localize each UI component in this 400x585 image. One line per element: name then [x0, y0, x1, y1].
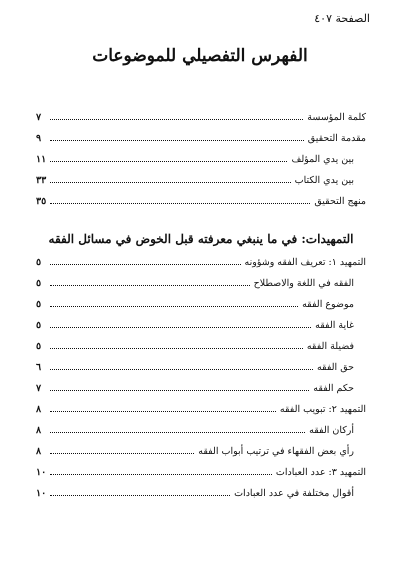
toc-entry[interactable] [36, 446, 354, 458]
toc-entry[interactable] [36, 175, 354, 187]
toc-entry-label: غاية الفقه [315, 320, 354, 331]
toc-leader-dots [50, 348, 303, 349]
toc-entry-page: ٥ [36, 341, 42, 352]
toc-entry-page: ٥ [36, 299, 42, 310]
toc-leader-dots [50, 453, 194, 454]
toc-entry-label: أقوال مختلفة في عدد العبادات [234, 488, 354, 499]
toc-entry-label: بين يدي الكتاب [294, 175, 354, 186]
toc-entry[interactable] [36, 257, 366, 269]
toc-entry-label: حكم الفقه [313, 383, 354, 394]
toc-leader-dots [50, 474, 272, 475]
toc-leader-dots [50, 411, 276, 412]
page-header [30, 12, 370, 25]
toc-entry-label: رأي بعض الفقهاء في ترتيب أبواب الفقه [198, 446, 354, 457]
toc-leader-dots [50, 390, 309, 391]
toc-entry-page: ٧ [36, 383, 42, 394]
toc-entry-page: ٥ [36, 278, 42, 289]
toc-leader-dots [50, 203, 310, 204]
page-number-label: الصفحة ٤٠٧ [314, 12, 370, 25]
toc-entry-label: كلمة المؤسسة [307, 112, 366, 123]
toc-leader-dots [50, 140, 304, 141]
toc-leader-dots [50, 327, 311, 328]
toc-leader-dots [50, 264, 241, 265]
toc-entry[interactable] [36, 362, 354, 374]
toc-entry-label: الفقه في اللغة والاصطلاح [253, 278, 354, 289]
toc-leader-dots [50, 369, 313, 370]
toc-entry[interactable] [36, 404, 366, 416]
toc-entry-page: ٨ [36, 425, 42, 436]
toc-entry-page: ٥ [36, 257, 42, 268]
toc-entry-label: التمهيد ٢: تبويب الفقه [279, 404, 366, 415]
toc-entry[interactable] [36, 154, 354, 166]
toc-entry-page: ٣٣ [36, 175, 47, 186]
toc-entry-label: أركان الفقه [309, 425, 354, 436]
toc-entry-page: ١١ [36, 154, 47, 165]
toc-entry[interactable] [36, 133, 366, 145]
toc-entry-label: منهج التحقيق [314, 196, 366, 207]
toc-entry[interactable] [36, 320, 354, 332]
toc-leader-dots [50, 119, 303, 120]
toc-entry[interactable] [36, 467, 366, 479]
toc-entry-page: ٥ [36, 320, 42, 331]
toc-entry[interactable] [36, 383, 354, 395]
toc-leader-dots [50, 432, 305, 433]
toc-leader-dots [50, 161, 287, 162]
toc-leader-dots [50, 182, 290, 183]
toc-entry-page: ٦ [36, 362, 42, 373]
toc-entry-label: فضيلة الفقه [306, 341, 354, 352]
toc-entry-page: ٣٥ [36, 196, 47, 207]
toc-entry-label: التمهيد ٣: عدد العبادات [275, 467, 366, 478]
toc-entry[interactable] [36, 196, 366, 208]
toc-leader-dots [50, 285, 250, 286]
toc-leader-dots [50, 306, 298, 307]
toc-entry-page: ١٠ [36, 467, 47, 478]
toc-entry-page: ١٠ [36, 488, 47, 499]
toc-entry-label: بين يدي المؤلف [291, 154, 354, 165]
section-heading: التمهيدات: في ما ينبغي معرفته قبل الخوض في مسائل الفقه [48, 232, 354, 246]
toc-entry[interactable] [36, 341, 354, 353]
toc-leader-dots [50, 495, 230, 496]
toc-entry-label: حق الفقه [316, 362, 354, 373]
toc-entry[interactable] [36, 425, 354, 437]
toc-entry[interactable] [36, 488, 354, 500]
toc-entry-page: ٩ [36, 133, 42, 144]
toc-entry-page: ٨ [36, 446, 42, 457]
page-title: الفهرس التفصيلي للموضوعات [92, 46, 308, 66]
toc-entry-page: ٧ [36, 112, 42, 123]
toc-entry-label: مقدمة التحقيق [307, 133, 366, 144]
toc-entry-label: التمهيد ١: تعريف الفقه وشؤونه [244, 257, 366, 268]
toc-entry-page: ٨ [36, 404, 42, 415]
toc-entry[interactable] [36, 278, 354, 290]
toc-entry-label: موضوع الفقه [302, 299, 354, 310]
toc-entry[interactable] [36, 112, 366, 124]
toc-entry[interactable] [36, 299, 354, 311]
